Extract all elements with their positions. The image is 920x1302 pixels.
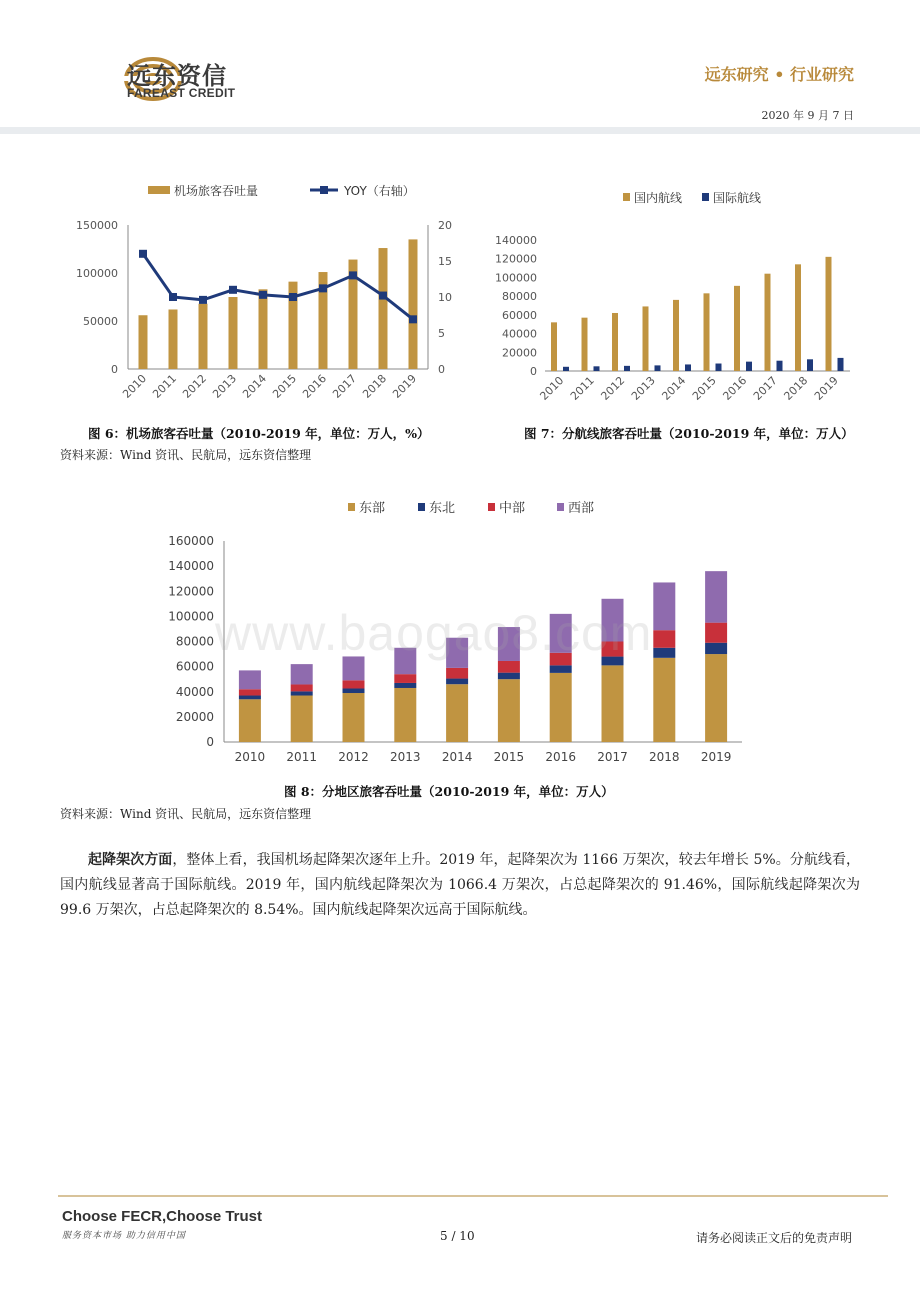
bar-domestic bbox=[582, 318, 588, 371]
x-tick-label: 2018 bbox=[649, 750, 680, 764]
footer-slogan: 服务资本市场 助力信用中国 bbox=[62, 1231, 186, 1241]
bar-domestic bbox=[765, 274, 771, 371]
bar-international bbox=[746, 362, 752, 371]
bar-central bbox=[394, 674, 416, 683]
x-tick-label: 2019 bbox=[811, 373, 841, 403]
legend-swatch-central bbox=[488, 503, 495, 511]
x-tick-label: 2016 bbox=[720, 373, 750, 403]
bar-east bbox=[653, 658, 675, 742]
bar-east bbox=[394, 688, 416, 742]
bar-west bbox=[705, 571, 727, 623]
y2-tick-label: 20 bbox=[438, 219, 452, 232]
bar-central bbox=[653, 630, 675, 648]
bar-international bbox=[624, 366, 630, 371]
bar-central bbox=[343, 680, 365, 688]
bar-international bbox=[563, 367, 569, 371]
report-date: 2020 年 9 月 7 日 bbox=[761, 109, 854, 122]
y-tick-label: 80000 bbox=[175, 634, 214, 649]
y-tick-label: 140000 bbox=[495, 234, 537, 247]
bar-east bbox=[602, 665, 624, 742]
y-tick-label: 140000 bbox=[168, 559, 214, 574]
bar-passengers bbox=[409, 239, 418, 369]
bar-passengers bbox=[169, 309, 178, 369]
legend-swatch-east bbox=[348, 503, 355, 511]
footer-divider bbox=[58, 1195, 888, 1197]
bar-international bbox=[838, 358, 844, 371]
bar-northeast bbox=[550, 665, 572, 673]
watermark: www.baogao8.com bbox=[215, 605, 653, 661]
paragraph-text: ，整体上看，我国机场起降架次逐年上升。2019 年，起降架次为 1166 万架次，较去年增长 5%。分航线看，国内航线显著高于国际航线。2019 年，国内航线起降架次为 1066.4 万架次，占总起降架次的 91.46%，国际航线起降架次为 99.6 万架次，占总起降架次的 8.54%。国内航线起降架次远高于国际航线。 bbox=[60, 852, 860, 918]
y-tick-label: 60000 bbox=[175, 659, 214, 674]
legend-swatch-northeast bbox=[418, 503, 425, 511]
x-tick-label: 2013 bbox=[210, 371, 240, 401]
bar-west bbox=[239, 670, 261, 689]
bar-central bbox=[239, 689, 261, 695]
bar-northeast bbox=[705, 643, 727, 654]
caption-fig8: 图 8：分地区旅客吞吐量（2010-2019 年，单位：万人） bbox=[284, 784, 614, 799]
bar-northeast bbox=[394, 683, 416, 688]
bar-international bbox=[594, 366, 600, 371]
y-tick-label: 40000 bbox=[175, 684, 214, 699]
bar-international bbox=[685, 364, 691, 371]
bar-west bbox=[291, 664, 313, 684]
bar-east bbox=[291, 696, 313, 742]
source-note: 资料来源：Wind 资讯、民航局，远东资信整理 bbox=[60, 807, 312, 821]
point-yoy bbox=[259, 291, 267, 299]
bar-central bbox=[705, 623, 727, 643]
x-tick-label: 2010 bbox=[120, 371, 150, 401]
bar-passengers bbox=[229, 297, 238, 369]
legend-label: 西部 bbox=[568, 501, 595, 516]
chart-fig7 bbox=[480, 183, 870, 418]
y-tick-label: 20000 bbox=[502, 346, 537, 360]
x-tick-label: 2015 bbox=[270, 371, 300, 401]
bar-domestic bbox=[612, 313, 618, 371]
legend-swatch-international bbox=[702, 193, 709, 201]
bar-passengers bbox=[199, 304, 208, 369]
point-yoy bbox=[409, 315, 417, 323]
point-yoy bbox=[139, 250, 147, 258]
point-yoy bbox=[229, 286, 237, 294]
y-tick-label: 100000 bbox=[495, 271, 537, 285]
point-yoy bbox=[289, 293, 297, 301]
x-tick-label: 2015 bbox=[689, 373, 719, 403]
x-tick-label: 2015 bbox=[493, 750, 525, 764]
legend-label: 机场旅客吞吐量 bbox=[174, 184, 259, 198]
legend-label: 东北 bbox=[429, 501, 456, 516]
footer-brand: Choose FECR,Choose Trust bbox=[62, 1208, 263, 1225]
y-tick-label: 0 bbox=[111, 363, 118, 376]
caption-fig7: 图 7：分航线旅客吞吐量（2010-2019 年，单位：万人） bbox=[524, 426, 854, 441]
body-paragraph bbox=[60, 848, 860, 923]
x-tick-label: 2014 bbox=[659, 373, 689, 403]
bar-domestic bbox=[643, 306, 649, 371]
x-tick-label: 2018 bbox=[360, 371, 390, 401]
legend-label: YOY（右轴） bbox=[344, 184, 415, 198]
y2-tick-label: 10 bbox=[438, 291, 452, 304]
bar-east bbox=[705, 654, 727, 742]
y-tick-label: 160000 bbox=[168, 534, 214, 548]
y-tick-label: 100000 bbox=[168, 609, 214, 624]
x-tick-label: 2012 bbox=[598, 373, 628, 403]
legend-marker-yoy bbox=[320, 186, 328, 194]
y2-tick-label: 15 bbox=[438, 255, 452, 268]
x-tick-label: 2017 bbox=[330, 371, 360, 401]
x-tick-label: 2012 bbox=[338, 750, 369, 764]
legend-swatch-domestic bbox=[623, 193, 630, 201]
bar-passengers bbox=[259, 289, 268, 369]
bar-domestic bbox=[551, 322, 557, 371]
bar-domestic bbox=[734, 286, 740, 371]
bar-international bbox=[655, 365, 661, 371]
legend-swatch-west bbox=[557, 503, 564, 511]
x-tick-label: 2011 bbox=[150, 371, 180, 401]
x-tick-label: 2016 bbox=[545, 750, 576, 764]
bar-east bbox=[550, 673, 572, 742]
x-tick-label: 2011 bbox=[567, 373, 597, 403]
x-tick-label: 2014 bbox=[240, 371, 270, 401]
bar-domestic bbox=[795, 264, 801, 371]
point-yoy bbox=[319, 284, 327, 292]
y-tick-label: 50000 bbox=[83, 315, 118, 328]
chart-fig6 bbox=[60, 176, 470, 416]
bar-east bbox=[446, 684, 468, 742]
bar-passengers bbox=[139, 315, 148, 369]
y-tick-label: 120000 bbox=[495, 252, 537, 266]
y-tick-label: 20000 bbox=[175, 709, 214, 724]
legend-label: 国际航线 bbox=[713, 191, 762, 205]
x-tick-label: 2016 bbox=[300, 371, 330, 401]
point-yoy bbox=[199, 296, 207, 304]
y-tick-label: 80000 bbox=[502, 290, 537, 304]
bar-northeast bbox=[239, 696, 261, 700]
bar-domestic bbox=[673, 300, 679, 371]
paragraph-lead: 起降架次方面 bbox=[88, 852, 173, 868]
bar-northeast bbox=[498, 673, 520, 680]
bar-domestic bbox=[826, 257, 832, 371]
bar-east bbox=[343, 693, 365, 742]
logo-subtext: FAREAST CREDIT bbox=[127, 86, 236, 100]
x-tick-label: 2017 bbox=[750, 373, 780, 403]
bar-international bbox=[807, 359, 813, 371]
point-yoy bbox=[349, 271, 357, 279]
bar-east bbox=[239, 699, 261, 742]
y-tick-label: 0 bbox=[206, 735, 214, 749]
x-tick-label: 2019 bbox=[700, 750, 732, 764]
legend-label: 中部 bbox=[499, 501, 526, 516]
x-tick-label: 2017 bbox=[597, 750, 628, 764]
x-tick-label: 2018 bbox=[781, 373, 811, 403]
header-band bbox=[0, 127, 920, 134]
bar-central bbox=[446, 668, 468, 679]
x-tick-label: 2010 bbox=[234, 750, 266, 764]
x-tick-label: 2019 bbox=[390, 371, 420, 401]
x-tick-label: 2011 bbox=[286, 750, 317, 764]
x-tick-label: 2014 bbox=[441, 750, 473, 764]
bar-central bbox=[291, 684, 313, 691]
y-tick-label: 60000 bbox=[502, 308, 537, 322]
bar-west bbox=[653, 582, 675, 630]
legend-label: 东部 bbox=[359, 501, 386, 516]
disclaimer: 请务必阅读正文后的免责声明 bbox=[695, 1231, 852, 1245]
section-title: 远东研究 • 行业研究 bbox=[704, 65, 854, 84]
legend-label: 国内航线 bbox=[634, 191, 683, 205]
line-yoy bbox=[143, 254, 413, 320]
x-tick-label: 2012 bbox=[180, 371, 210, 401]
y2-tick-label: 5 bbox=[438, 327, 445, 340]
bar-central bbox=[498, 661, 520, 673]
x-tick-label: 2010 bbox=[537, 373, 567, 403]
bar-northeast bbox=[291, 691, 313, 695]
point-yoy bbox=[379, 292, 387, 300]
y2-tick-label: 0 bbox=[438, 363, 445, 376]
bar-northeast bbox=[446, 679, 468, 685]
bar-northeast bbox=[653, 648, 675, 658]
bar-east bbox=[498, 679, 520, 742]
y-tick-label: 40000 bbox=[502, 327, 537, 341]
source-note: 资料来源：Wind 资讯、民航局，远东资信整理 bbox=[60, 448, 312, 462]
logo-text: 远东资信 bbox=[127, 62, 227, 90]
y-tick-label: 100000 bbox=[76, 267, 118, 280]
bar-international bbox=[716, 364, 722, 371]
bar-passengers bbox=[379, 248, 388, 369]
page-number: 5 / 10 bbox=[440, 1229, 475, 1243]
point-yoy bbox=[169, 293, 177, 301]
y-tick-label: 120000 bbox=[168, 584, 214, 599]
caption-fig6: 图 6：机场旅客吞吐量（2010-2019 年，单位：万人，%） bbox=[88, 426, 430, 441]
legend-swatch-passengers bbox=[148, 186, 170, 194]
bar-international bbox=[777, 361, 783, 371]
y-tick-label: 0 bbox=[530, 365, 537, 378]
bar-domestic bbox=[704, 293, 710, 371]
bar-northeast bbox=[343, 688, 365, 693]
y-tick-label: 150000 bbox=[76, 219, 118, 232]
x-tick-label: 2013 bbox=[390, 750, 421, 764]
x-tick-label: 2013 bbox=[628, 373, 658, 403]
